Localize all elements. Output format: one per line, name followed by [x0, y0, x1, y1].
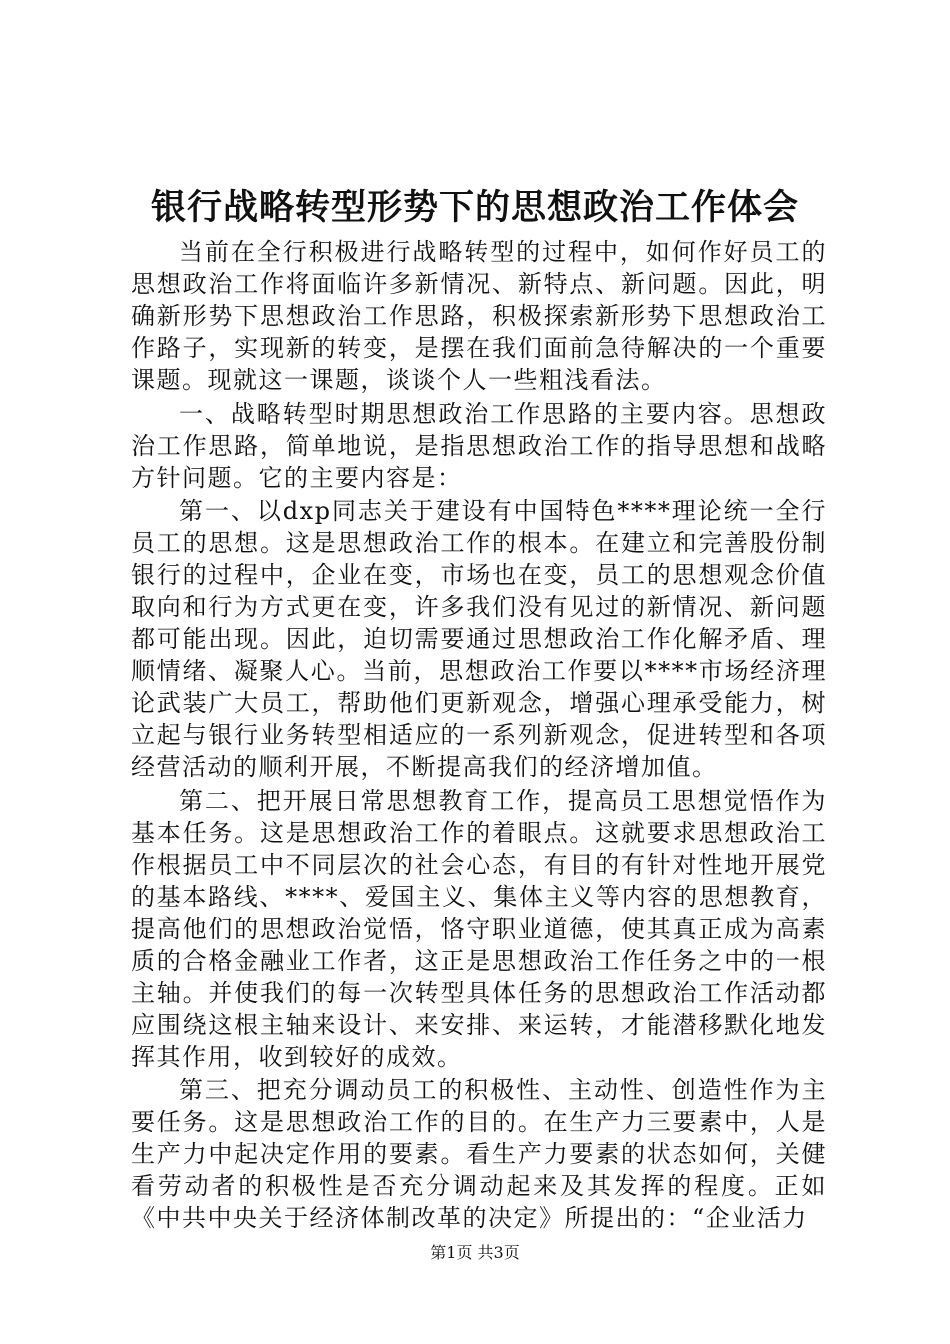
paragraph-point-two: 第二、把开展日常思想教育工作，提高员工思想觉悟作为基本任务。这是思想政治工作的着眼点。这就要求思想政治工作根据员工中不同层次的社会心态，有目的有针对性地开展党的基本路线、****、爱国主义、集体主义等内容的思想教育，提高他们的思想政治觉悟，恪守职业道德，使其真正成为高素质的合格金融业工作者，这正是思想政治工作任务之中的一根主轴。并使我们的每一次转型具体任务的思想政治工作活动都应围绕这根主轴来设计、来安排、来运转，才能潜移默化地发挥其作用，收到较好的成效。 [131, 786, 827, 1071]
document-body [131, 236, 827, 1234]
paragraph-point-one: 第一、以dxp同志关于建设有中国特色****理论统一全行员工的思想。这是思想政治工作的根本。在建立和完善股份制银行的过程中，企业在变，市场也在变，员工的思想观念价值取向和行为方式更在变，许多我们没有见过的新情况、新问题都可能出现。因此，迫切需要通过思想政治工作化解矛盾、理顺情绪、凝聚人心。当前，思想政治工作要以****市场经济理论武装广大员工，帮助他们更新观念，增强心理承受能力，树立起与银行业务转型相适应的一系列新观念，促进转型和各项经营活动的顺利开展，不断提高我们的经济增加值。 [131, 497, 827, 781]
paragraph-intro: 当前在全行积极进行战略转型的过程中，如何作好员工的思想政治工作将面临许多新情况、新特点、新问题。因此，明确新形势下思想政治工作思路，积极探索新形势下思想政治工作路子，实现新的转变，是摆在我们面前急待解决的一个重要课题。现就这一课题，谈谈个人一些粗浅看法。 [131, 238, 827, 394]
paragraph-section-one: 一、战略转型时期思想政治工作思路的主要内容。思想政治工作思路，简单地说，是指思想政治工作的指导思想和战略方针问题。它的主要内容是： [131, 399, 827, 492]
document-title: 银行战略转型形势下的思想政治工作体会 [150, 187, 799, 228]
paragraph-point-three: 第三、把充分调动员工的积极性、主动性、创造性作为主要任务。这是思想政治工作的目的。在生产力三要素中，人是生产力中起决定作用的要素。看生产力要素的状态如何，关健看劳动者的积极性是否充分调动起来及其发挥的程度。正如《中共中央关于经济体制改革的决定》所提出的：“企业活力 [131, 1076, 827, 1232]
page-number: 第1页 共3页 [430, 1243, 520, 1262]
